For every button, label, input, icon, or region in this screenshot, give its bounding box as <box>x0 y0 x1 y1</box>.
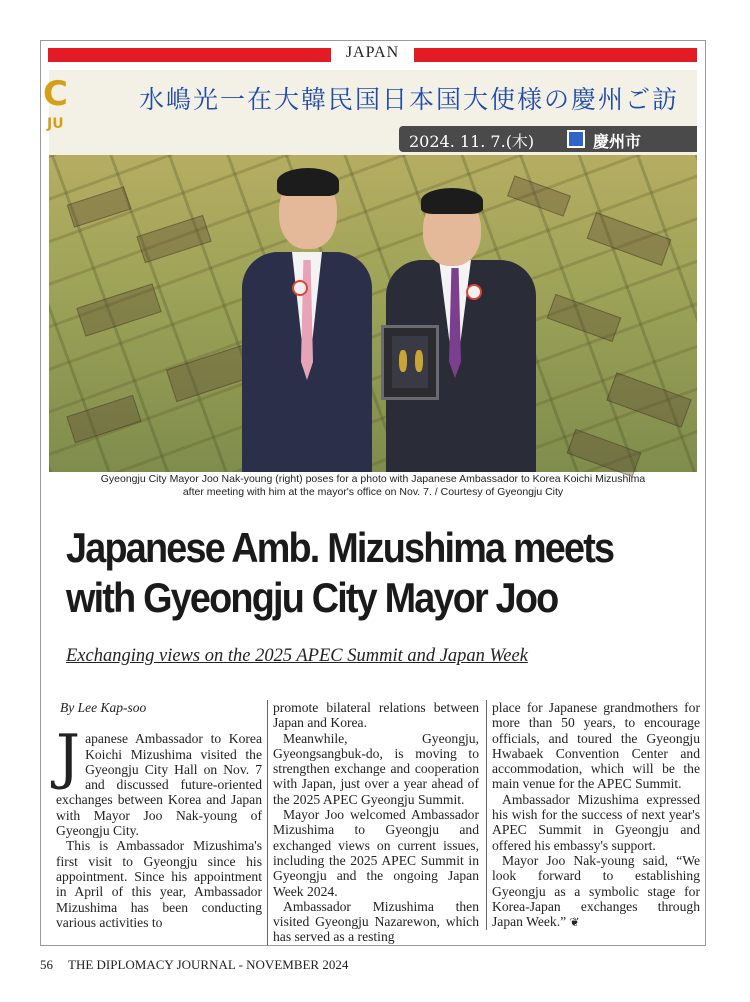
caption-line-1: Gyeongju City Mayor Joo Nak-young (right) poses for a photo with Japanese Ambassador to Korea Koichi Mizushima <box>100 473 646 485</box>
banner-title: 水嶋光一在大韓民国日本国大使様の慶州ご訪 <box>139 85 680 114</box>
section-bar-right <box>414 48 697 62</box>
paragraph-5-continued: place for Japanese grandmothers for more than 50 years, to encourage officials, and toured the Gyeongju Hwabaek Convention Center and accommodation, which will be the main venue for the APEC Summit. <box>492 700 700 792</box>
page-footer <box>40 957 348 973</box>
publication-name: THE DIPLOMACY JOURNAL - NOVEMBER 2024 <box>68 957 349 972</box>
apec-logo: C JU <box>49 70 73 140</box>
section-bar-left <box>48 48 331 62</box>
headline-line-1: Japanese Amb. Mizushima meets <box>66 524 614 571</box>
city-emblem-icon <box>567 130 585 148</box>
section-label: JAPAN <box>345 44 400 61</box>
end-mark-icon: ❦ <box>569 915 580 930</box>
article-column-2 <box>267 700 479 945</box>
article-photo <box>43 70 697 472</box>
drop-cap: J <box>56 722 81 793</box>
headline-line-2: with Gyeongju City Mayor Joo <box>66 574 558 621</box>
byline: By Lee Kap-soo <box>60 700 147 715</box>
caption-line-2: after meeting with him at the mayor's office on Nov. 7. / Courtesy of Gyeongju City <box>182 486 564 498</box>
paragraph-2-continued: promote bilateral relations between Japan and Korea. <box>273 700 479 731</box>
paragraph-6: Ambassador Mizushima expressed his wish for the success of next year's APEC Summit in Gyeongju and offered his embassy's support. <box>492 791 700 853</box>
banner-date: 2024. 11. 7.(木) <box>409 132 535 151</box>
article-headline <box>66 523 633 623</box>
paragraph-3: Meanwhile, Gyeongju, Gyeongsangbuk-do, is moving to strengthen exchange and cooperation with Japan, just over a year ahead of the 2025 APEC Gyeongju Summit. <box>273 730 479 807</box>
article-subhead: Exchanging views on the 2025 APEC Summit and Japan Week <box>66 646 528 666</box>
gift-plaque <box>381 325 439 400</box>
paragraph-2: This is Ambassador Mizushima's first visit to Gyeongju since his appointment. Since his appointment in April of this year, Ambassador Mizushima has been conducting various activities to <box>56 838 262 930</box>
paragraph-4: Mayor Joo welcomed Ambassador Mizushima to Gyeongju and exchanged views on current issues, including the 2025 APEC Summit in Gyeongju and the ongoing Japan Week 2024. <box>273 807 479 899</box>
photo-caption <box>49 473 697 499</box>
paragraph-1: Japanese Ambassador to Korea Koichi Mizushima visited the Gyeongju City Hall on Nov. 7 and discussed future-oriented exchanges between Korea and Japan with Mayor Joo Nak-young of Gyeongju City. <box>56 722 262 839</box>
photo-banner <box>43 70 697 155</box>
photo-background-map <box>49 155 697 472</box>
article-column-3 <box>486 700 700 930</box>
banner-city: 慶州市 <box>593 132 642 151</box>
paragraph-5: Ambassador Mizushima then visited Gyeongju Nazarewon, which has served as a resting <box>273 898 479 945</box>
article-column-1 <box>56 700 262 930</box>
page-number: 56 <box>40 957 53 972</box>
paragraph-7: Mayor Joo Nak-young said, “We look forward to establishing Gyeongju as a symbolic stage for Korea-Japan exchanges through Japan Week.” ❦ <box>492 852 700 930</box>
banner-date-strip <box>399 126 697 152</box>
